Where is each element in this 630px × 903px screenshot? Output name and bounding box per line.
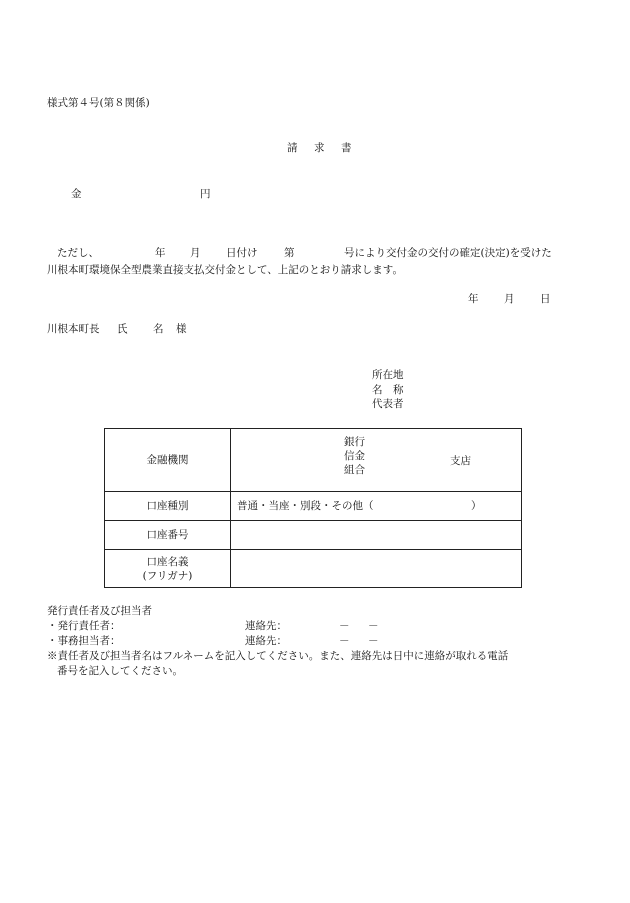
- institution-type-shinkin: 信金: [344, 450, 365, 462]
- account-name-label: 口座名義: [146, 555, 189, 568]
- day-text: 日付け: [226, 247, 258, 259]
- institution-cell[interactable]: [231, 429, 522, 492]
- addressee-shi: 氏: [117, 323, 128, 335]
- account-type-close-paren: ）: [471, 500, 482, 512]
- staff-row: [47, 634, 607, 649]
- account-number-field[interactable]: [231, 521, 522, 550]
- account-name-kana-label: (フリガナ): [142, 569, 193, 582]
- staff-contact-dash2: －: [368, 635, 379, 647]
- note-line2: 番号を記入してください。: [57, 665, 183, 677]
- addressee-sama: 様: [176, 323, 187, 335]
- table-row: [105, 429, 522, 492]
- number-prefix-text: 第: [284, 247, 295, 259]
- branch-label: 支店: [450, 455, 471, 467]
- addressee-title: 川根本町長: [47, 323, 100, 335]
- request-text-line2: 川根本町環境保全型農業直接支払交付金として、上記のとおり請求します。: [47, 264, 403, 276]
- account-type-cell[interactable]: [231, 492, 522, 521]
- responsible-contact-label: 連絡先：: [245, 620, 287, 632]
- responsible-contact-dash2: －: [368, 620, 379, 632]
- account-number-label: 口座番号: [105, 521, 231, 550]
- table-row: [105, 550, 522, 588]
- staff-contact-dash1: －: [339, 635, 350, 647]
- month-text: 月: [190, 247, 201, 259]
- institution-type-bank: 銀行: [344, 436, 365, 448]
- date-year: 年: [468, 293, 479, 305]
- document-title: 請 求 書: [287, 142, 355, 154]
- table-row: [105, 521, 522, 550]
- request-date: [468, 292, 558, 306]
- account-type-options: 普通・当座・別段・その他（: [237, 500, 374, 512]
- request-text-line1: [47, 246, 607, 260]
- account-type-label: 口座種別: [105, 492, 231, 521]
- applicant-address-label: 所在地: [372, 369, 404, 381]
- institution-label: 金融機関: [105, 429, 231, 492]
- responsible-section: [47, 604, 607, 679]
- tadashi-text: ただし、: [57, 247, 99, 259]
- institution-type-kumiai: 組合: [344, 464, 365, 476]
- date-day: 日: [540, 293, 551, 305]
- institution-types: [344, 435, 365, 477]
- amount-unit: 円: [200, 188, 211, 200]
- form-number: 様式第４号(第８関係): [47, 97, 150, 109]
- applicant-block: [372, 368, 404, 412]
- applicant-representative-label: 代表者: [372, 398, 404, 410]
- addressee-mei: 名: [153, 323, 164, 335]
- staff-contact-label: 連絡先：: [245, 635, 287, 647]
- grant-text: 号により交付金の交付の確定(決定)を受けた: [344, 247, 552, 259]
- applicant-name-label: 名 称: [372, 383, 404, 396]
- responsible-label: ・発行責任者：: [47, 620, 121, 632]
- staff-label: ・事務担当者：: [47, 635, 121, 647]
- responsible-row: [47, 619, 607, 634]
- amount-label: 金: [71, 188, 82, 200]
- bank-account-table: [104, 428, 522, 588]
- note-line1: ※責任者及び担当者名はフルネームを記入してください。また、連絡先は日中に連絡が取れる電話: [47, 650, 509, 662]
- date-month: 月: [504, 293, 515, 305]
- account-name-field[interactable]: [231, 550, 522, 588]
- responsible-heading: 発行責任者及び担当者: [47, 605, 152, 617]
- addressee: [47, 322, 207, 336]
- year-text: 年: [155, 247, 166, 259]
- responsible-contact-dash1: －: [339, 620, 350, 632]
- account-name-label-cell: [105, 550, 231, 588]
- table-row: [105, 492, 522, 521]
